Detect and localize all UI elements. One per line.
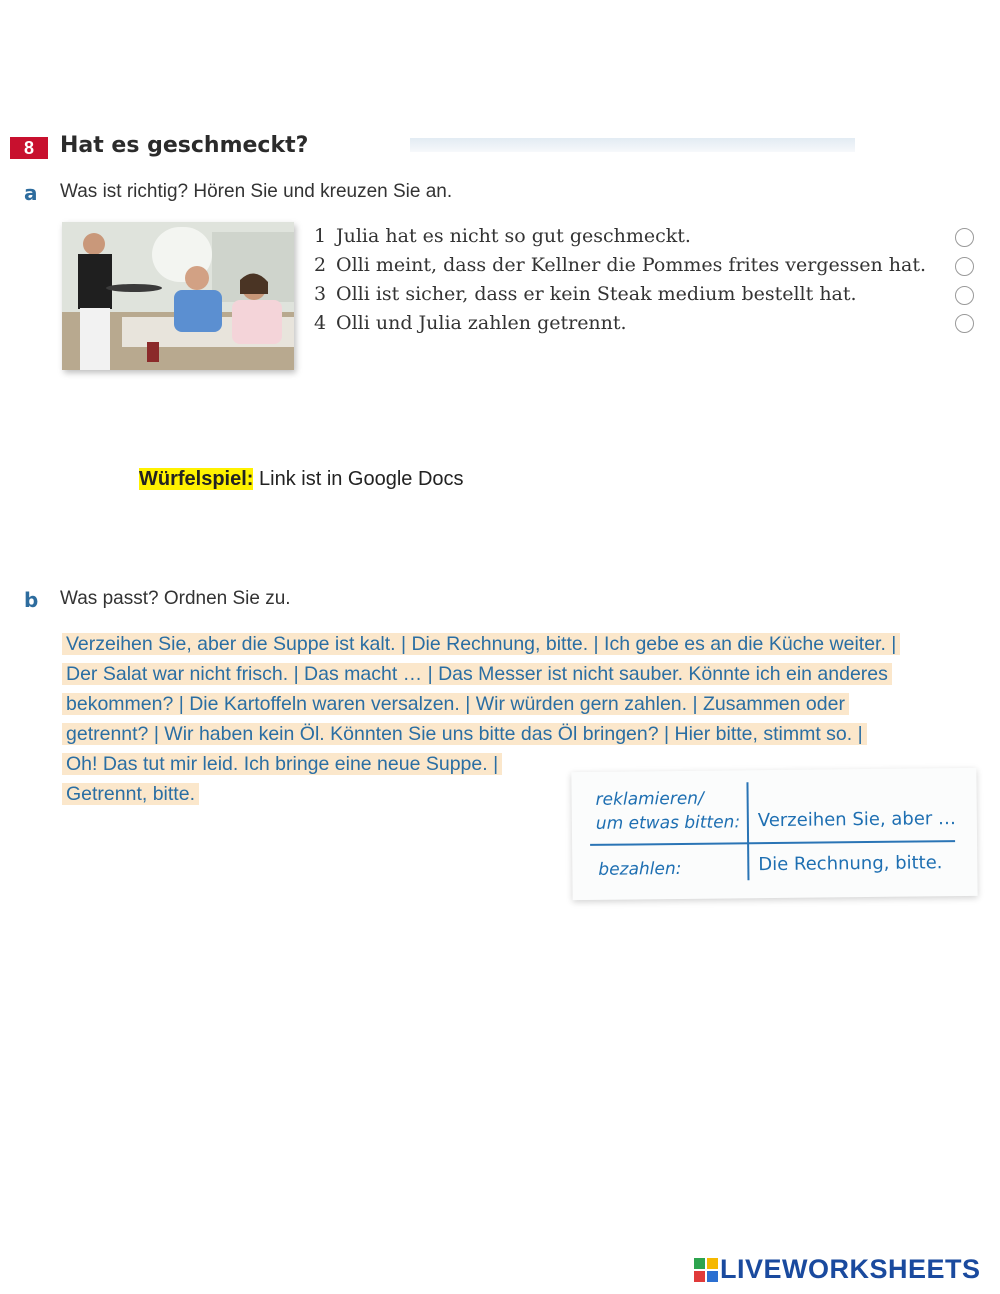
liveworksheets-logo-icon — [694, 1258, 718, 1282]
game-note-label: Würfelspiel: — [139, 468, 254, 490]
sorting-table — [571, 768, 977, 900]
phrase-line-text: Verzeihen Sie, aber die Suppe ist kalt. | Die Rechnung, bitte. | Ich gebe es an die Küche weiter. | — [62, 633, 900, 655]
exercise-title: Hat es geschmeckt? — [60, 133, 309, 158]
exercise-number-badge: 8 — [10, 137, 48, 159]
game-note — [139, 468, 464, 491]
restaurant-illustration — [62, 222, 294, 370]
phrase-line-text: Der Salat war nicht frisch. | Das macht … | Das Messer ist nicht sauber. Könnte ich ein anderes — [62, 663, 892, 685]
phrase-line — [62, 659, 967, 689]
statement-text: Julia hat es nicht so gut geschmeckt. — [336, 225, 691, 247]
phrase-line-text: bekommen? | Die Kartoffeln waren versalzen. | Wir würden gern zahlen. | Zusammen oder — [62, 693, 849, 715]
statement-4 — [314, 312, 627, 334]
part-a-instruction: Was ist richtig? Hören Sie und kreuzen Sie an. — [60, 181, 453, 202]
phrase-line — [62, 689, 967, 719]
answer-checkbox-4[interactable] — [955, 314, 974, 333]
statement-number: 4 — [314, 312, 327, 334]
phrase-line — [62, 629, 967, 659]
part-a-letter: a — [24, 181, 38, 205]
phrase-line-text: getrennt? | Wir haben kein Öl. Könnten Sie uns bitte das Öl bringen? | Hier bitte, stimmt so. | — [62, 723, 867, 745]
answer-checkbox-3[interactable] — [955, 286, 974, 305]
table-value-complain: Verzeihen Sie, aber … — [757, 808, 957, 832]
game-note-text: Link ist in Google Docs — [253, 468, 464, 490]
table-label-ask: um etwas bitten: — [595, 812, 741, 834]
statement-number: 2 — [314, 254, 327, 276]
table-label-complain: reklamieren/ — [595, 788, 704, 810]
part-b-letter: b — [24, 588, 39, 612]
restaurant-photo — [62, 222, 294, 370]
liveworksheets-logo-text: LIVEWORKSHEETS — [720, 1254, 981, 1284]
table-label-pay: bezahlen: — [598, 858, 682, 880]
phrase-line — [62, 719, 967, 749]
answer-checkbox-1[interactable] — [955, 228, 974, 247]
table-value-pay: Die Rechnung, bitte. — [758, 852, 943, 876]
statement-1 — [314, 225, 691, 247]
table-horizontal-line — [590, 840, 955, 845]
phrase-line-text: Oh! Das tut mir leid. Ich bringe eine neue Suppe. | — [62, 753, 502, 775]
statement-number: 1 — [314, 225, 327, 247]
statement-number: 3 — [314, 283, 327, 305]
statement-3 — [314, 283, 857, 305]
answer-checkbox-2[interactable] — [955, 257, 974, 276]
statement-text: Olli meint, dass der Kellner die Pommes frites vergessen hat. — [336, 254, 927, 276]
statement-2 — [314, 254, 926, 276]
phrase-line-text: Getrennt, bitte. — [62, 783, 199, 805]
table-vertical-line — [746, 782, 749, 880]
statement-text: Olli und Julia zahlen getrennt. — [336, 312, 627, 334]
statement-text: Olli ist sicher, dass er kein Steak medium bestellt hat. — [336, 283, 857, 305]
decorative-bar — [410, 138, 855, 152]
part-b-instruction: Was passt? Ordnen Sie zu. — [60, 588, 291, 609]
